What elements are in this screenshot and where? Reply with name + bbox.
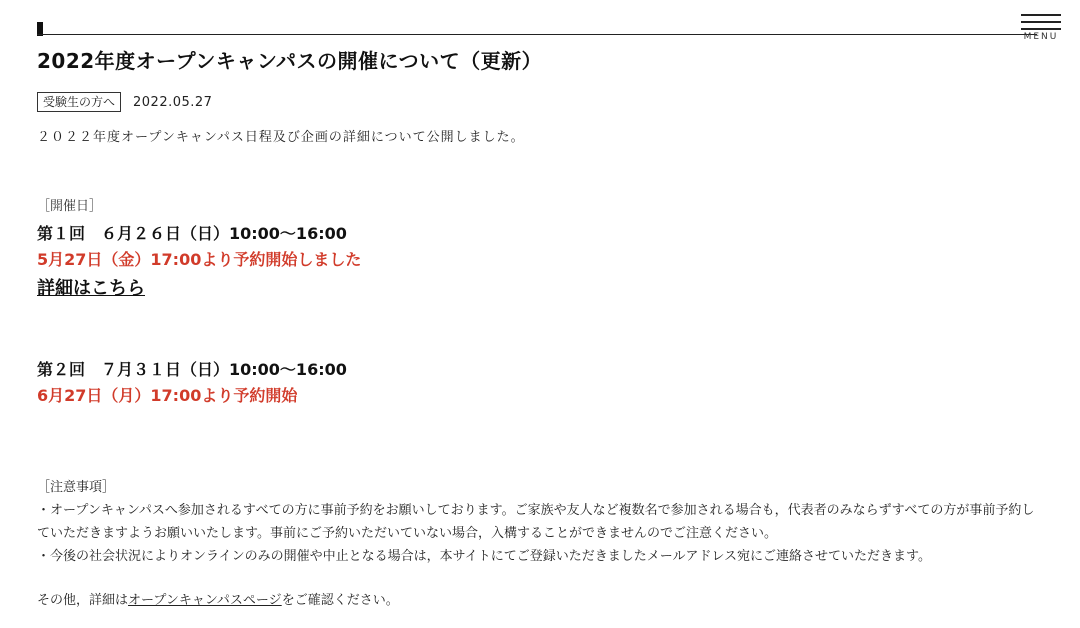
hamburger-icon <box>1021 14 1061 16</box>
session2-heading: 第２回 ７月３１日（日）10:00〜16:00 <box>37 360 347 379</box>
header-divider <box>37 34 1037 35</box>
footer-prefix: その他，詳細は <box>37 593 129 608</box>
notes-label: ［注意事項］ <box>37 480 116 495</box>
dates-label: ［開催日］ <box>37 199 103 214</box>
open-campus-page-link[interactable]: オープンキャンパスページ <box>128 593 282 608</box>
category-badge[interactable]: 受験生の方へ <box>37 92 121 112</box>
page-title: 2022年度オープンキャンパスの開催について（更新） <box>37 49 543 73</box>
session2-notice: 6月27日（月）17:00より予約開始 <box>37 386 298 405</box>
hamburger-icon-line <box>1021 21 1061 23</box>
article-meta <box>37 92 212 112</box>
session1-details-link[interactable]: 詳細はこちら <box>37 278 145 299</box>
session1-heading: 第１回 ６月２６日（日）10:00〜16:00 <box>37 224 347 243</box>
menu-label: MENU <box>1023 32 1059 42</box>
intro-text: ２０２２年度オープンキャンパス日程及び企画の詳細について公開しました。 <box>37 130 525 145</box>
footer-suffix: をご確認ください。 <box>281 593 399 608</box>
footer-text <box>37 589 399 608</box>
notes-section <box>37 476 1047 568</box>
menu-button[interactable] <box>1021 12 1061 46</box>
note-item: ・今後の社会状況によりオンラインのみの開催や中止となる場合は，本サイトにてご登録いただきましたメールアドレス宛にご連絡させていただきます。 <box>37 549 932 564</box>
publish-date: 2022.05.27 <box>133 94 213 110</box>
session1-notice: 5月27日（金）17:00より予約開始しました <box>37 250 362 269</box>
hamburger-icon-line <box>1021 28 1061 30</box>
note-item: ・オープンキャンパスへ参加されるすべての方に事前予約をお願いしております。ご家族や友人など複数名で参加される場合も，代表者のみならずすべての方が事前予約していただきますようお願いいたします。事前にご予約いただいていない場合，入構することができませんのでご注意ください。 <box>37 503 1035 541</box>
